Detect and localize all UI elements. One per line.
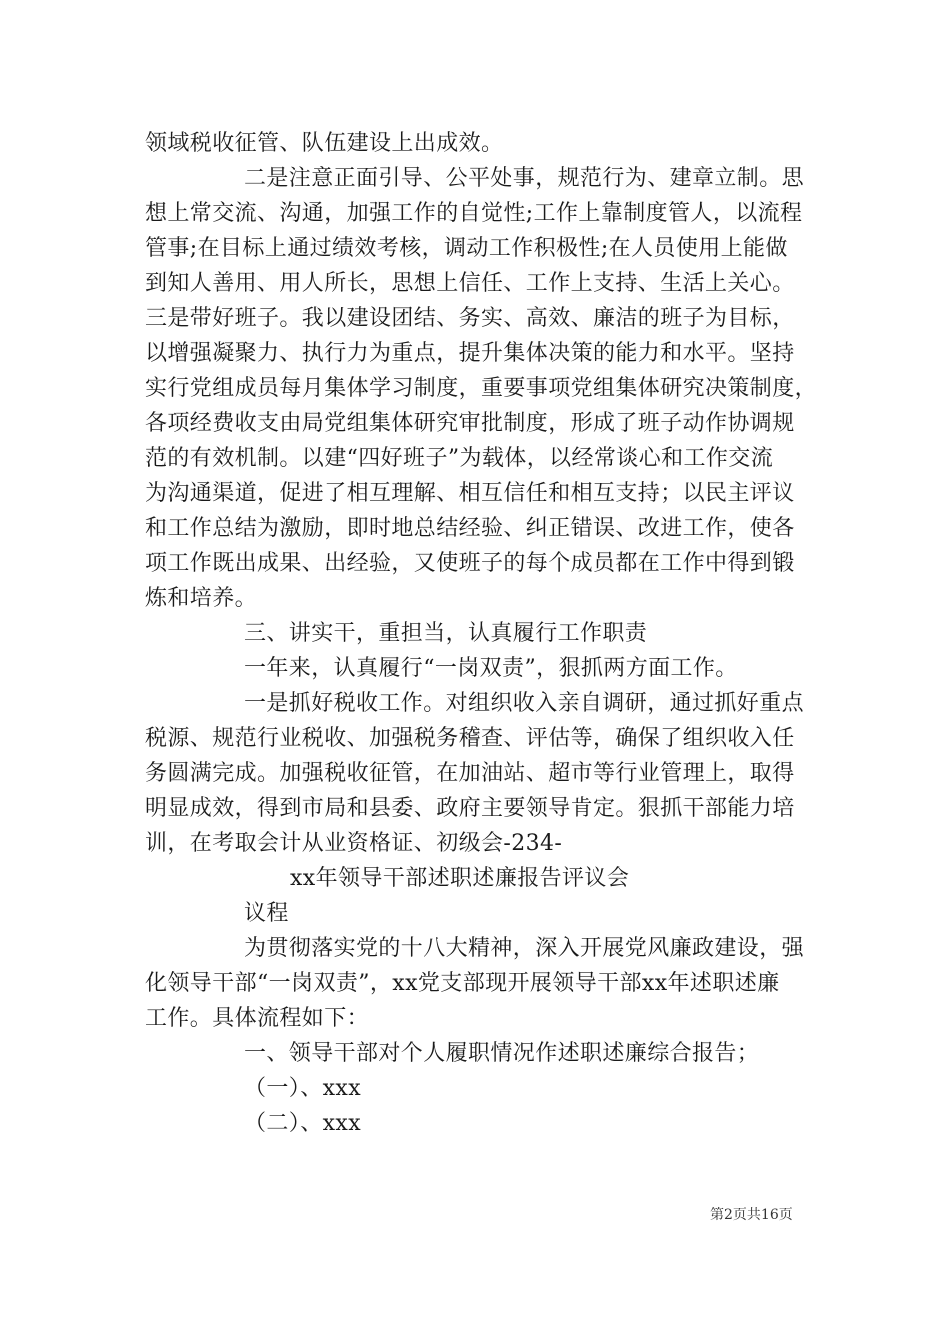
text-line-16: 一年来，认真履行“一岗双责”，狠抓两方面工作。	[244, 656, 738, 681]
text-line-21: 训，在考取会计从业资格证、初级会-234-	[145, 831, 563, 856]
text-line-6: 三是带好班子。我以建设团结、务实、高效、廉洁的班子为目标，	[145, 306, 795, 331]
text-line-27: 一、领导干部对个人履职情况作述职述廉综合报告；	[244, 1041, 760, 1066]
text-line-8: 实行党组成员每月集体学习制度，重要事项党组集体研究决策制度，	[145, 376, 818, 401]
text-line-23: 议程	[244, 901, 289, 926]
text-line-17: 一是抓好税收工作。对组织收入亲自调研，通过抓好重点	[244, 691, 805, 716]
section-title: xx年领导干部述职述廉报告评议会	[290, 866, 630, 891]
text-line-20: 明显成效，得到市局和县委、政府主要领导肯定。狠抓干部能力培	[145, 796, 795, 821]
text-line-28: （一）、xxx	[244, 1076, 362, 1101]
text-line-19: 务圆满完成。加强税收征管，在加油站、超市等行业管理上，取得	[145, 761, 795, 786]
text-line-9: 各项经费收支由局党组集体研究审批制度，形成了班子动作协调规	[145, 411, 795, 436]
text-line-15: 三、讲实干，重担当，认真履行工作职责	[244, 621, 648, 646]
text-line-7: 以增强凝聚力、执行力为重点，提升集体决策的能力和水平。坚持	[145, 341, 795, 366]
text-line-24: 为贯彻落实党的十八大精神，深入开展党风廉政建设，强	[244, 936, 805, 961]
text-line-1: 领域税收征管、队伍建设上出成效。	[145, 131, 504, 156]
text-line-26: 工作。具体流程如下：	[145, 1006, 370, 1031]
text-line-25: 化领导干部“一岗双责”，xx党支部现开展领导干部xx年述职述廉	[145, 971, 780, 996]
text-line-12: 和工作总结为激励，即时地总结经验、纠正错误、改进工作，使各	[145, 516, 795, 541]
text-line-18: 税源、规范行业税收、加强税务稽查、评估等，确保了组织收入任	[145, 726, 795, 751]
text-line-10: 范的有效机制。以建“四好班子”为载体，以经常谈心和工作交流	[145, 446, 774, 471]
text-line-13: 项工作既出成果、出经验，又使班子的每个成员都在工作中得到锻	[145, 551, 795, 576]
page-number-footer: 第2页共16页	[710, 1207, 793, 1223]
text-line-11: 为沟通渠道，促进了相互理解、相互信任和相互支持；以民主评议	[145, 481, 795, 506]
text-line-14: 炼和培养。	[145, 586, 258, 611]
text-line-4: 管事;在目标上通过绩效考核，调动工作积极性;在人员使用上能做	[145, 236, 788, 261]
text-line-2: 二是注意正面引导、公平处事，规范行为、建章立制。思	[244, 166, 805, 191]
text-line-29: （二）、xxx	[244, 1111, 362, 1136]
text-line-5: 到知人善用、用人所长，思想上信任、工作上支持、生活上关心。	[145, 271, 795, 296]
text-line-3: 想上常交流、沟通，加强工作的自觉性;工作上靠制度管人，以流程	[145, 201, 803, 226]
